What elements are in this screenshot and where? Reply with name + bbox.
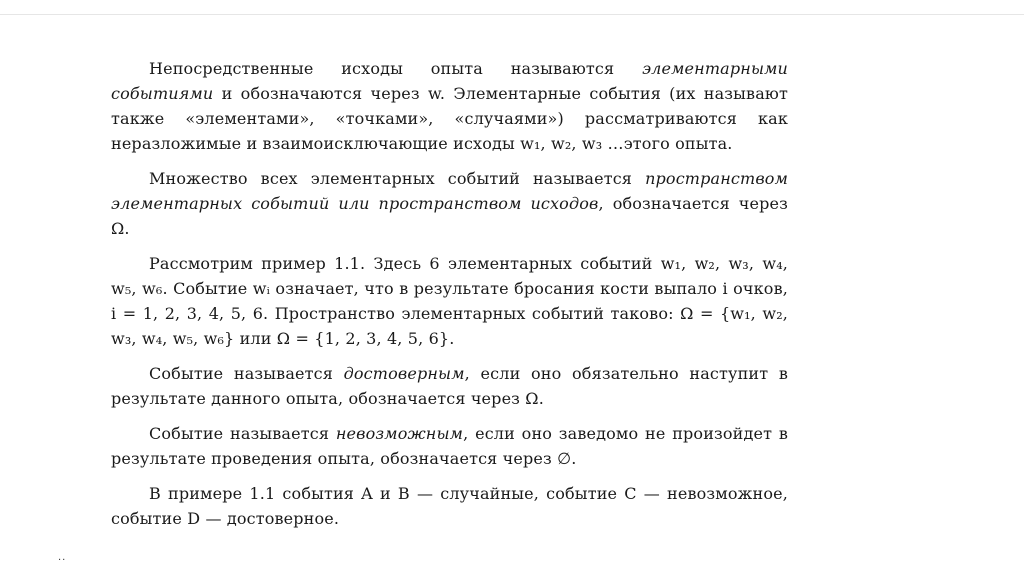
italic-term: достоверным	[343, 364, 465, 383]
paragraph-elementary-events	[111, 56, 788, 156]
paragraph-example-dice	[111, 251, 788, 351]
corner-mark: ..	[58, 552, 67, 563]
italic-term: пространством элементарных событий или пространством исходов	[111, 169, 788, 213]
text-run: и обозначаются через w. Элементарные события (их называют также «элементами», «точками», «случаями») рассматриваются как неразложимые и взаимоисключающие исходы w₁, w₂, w₃ …этого опыта.	[111, 84, 788, 153]
text-run: , если оно заведомо не произойдет в результате проведения опыта, обозначается через ∅.	[111, 424, 788, 468]
top-edge-divider	[0, 14, 1024, 15]
text-run: Рассмотрим пример 1.1. Здесь 6 элементарных событий w₁, w₂, w₃, w₄, w₅, w₆. Событие wᵢ означает, что в результате бросания кости выпало i очков, i = 1, 2, 3, 4, 5, 6. Пространство элементарных событий таково: Ω = {w₁, w₂, w₃, w₄, w₅, w₆} или Ω = {1, 2, 3, 4, 5, 6}.	[111, 254, 788, 348]
italic-term: невозможным	[335, 424, 464, 443]
text-run: Событие называется	[149, 364, 344, 383]
text-run: Непосредственные исходы опыта называются	[149, 59, 643, 78]
italic-term: элементарными событиями	[111, 59, 788, 103]
text-run: В примере 1.1 события A и B — случайные, событие C — невозможное, событие D — достоверное.	[111, 484, 788, 528]
text-body	[111, 56, 788, 541]
paragraph-impossible-event	[111, 421, 788, 471]
paragraph-sample-space	[111, 166, 788, 241]
paragraph-certain-event	[111, 361, 788, 411]
text-run: Событие называется	[149, 424, 336, 443]
paragraph-example-summary	[111, 481, 788, 531]
text-run: , если оно обязательно наступит в результате данного опыта, обозначается через Ω.	[111, 364, 788, 408]
text-run: Множество всех элементарных событий называется	[149, 169, 646, 188]
text-run: , обозначается через Ω.	[111, 194, 788, 238]
